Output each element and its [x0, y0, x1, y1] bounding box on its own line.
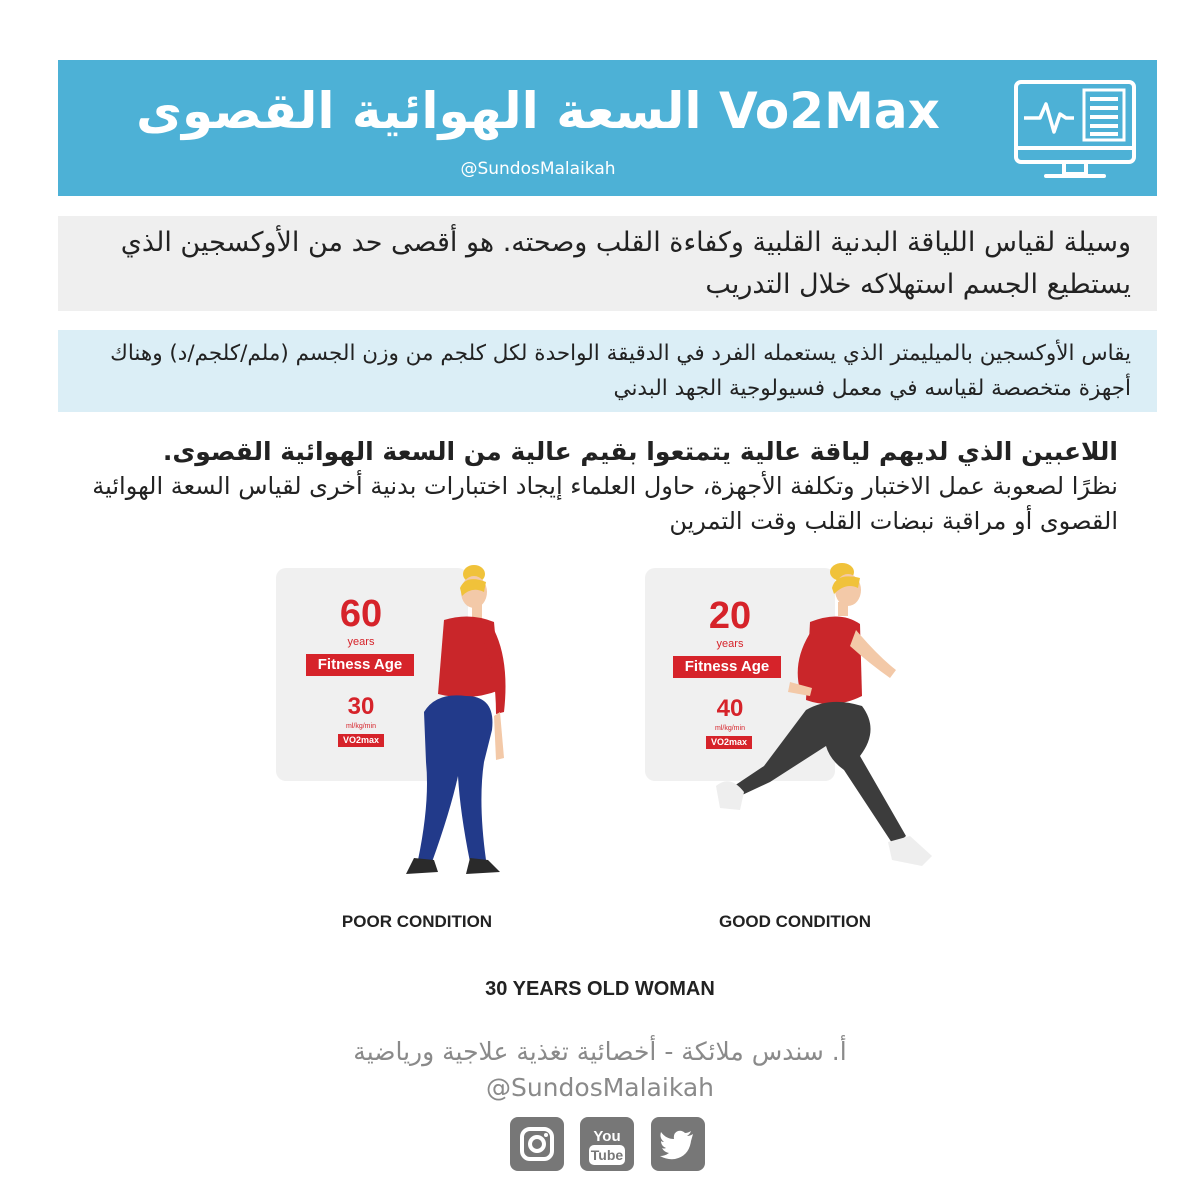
good-years-label: years: [716, 638, 744, 650]
youtube-icon[interactable]: [580, 1117, 634, 1171]
monitor-heartbeat-icon: [1010, 74, 1140, 186]
poor-condition-caption: POOR CONDITION: [341, 912, 493, 931]
poor-vo2-value: 30: [347, 693, 375, 720]
header-handle: @SundosMalaikah: [460, 159, 616, 179]
youtube-label-top: You: [593, 1128, 621, 1145]
poor-fitness-age-label: Fitness Age: [306, 654, 414, 676]
paragraph-lead: اللاعبين الذي لديهم لياقة عالية يتمتعوا بقيم عالية من السعة الهوائية القصوى.: [162, 437, 1118, 466]
poor-fitness-age: 60: [339, 593, 383, 635]
paragraph-body: نظرًا لصعوبة عمل الاختبار وتكلفة الأجهزة، حاول العلماء إيجاد اختبارات بدنية أخرى لقياس السعة الهوائية القصوى أو مراقبة نبضات القلب وقت التمرين: [92, 472, 1118, 535]
page-title: السعة الهوائية القصوى Vo2Max: [136, 82, 940, 140]
youtube-label-bottom: Tube: [590, 1147, 624, 1163]
header-banner: [58, 60, 1157, 196]
woman-standing-illustration: [400, 562, 540, 882]
instagram-icon[interactable]: [510, 1117, 564, 1171]
good-vo2-unit: ml/kg/min: [715, 725, 745, 732]
definition-box: وسيلة لقياس اللياقة البدنية القلبية وكفاءة القلب وصحته. هو أقصى حد من الأوكسجين الذي يستطيع الجسم استهلاكه خلال التدريب: [58, 216, 1157, 311]
poor-years-label: years: [347, 636, 375, 648]
explanation-paragraph: [40, 434, 1118, 539]
author-credit: أ. سندس ملائكة - أخصائية تغذية علاجية ورياضية: [353, 1037, 847, 1066]
good-vo2-label: VO2max: [706, 736, 752, 749]
poor-vo2-label: VO2max: [338, 734, 384, 747]
good-condition-caption: GOOD CONDITION: [718, 912, 872, 931]
twitter-icon[interactable]: [651, 1117, 705, 1171]
measurement-box: يقاس الأوكسجين بالميليمتر الذي يستعمله الفرد في الدقيقة الواحدة لكل كلجم من وزن الجسم (ملم/كلجم/د) وهناك أجهزة متخصصة لقياسه في معمل فسيولوجية الجهد البدني: [58, 330, 1157, 412]
poor-vo2-unit: ml/kg/min: [346, 723, 376, 730]
subject-caption: 30 YEARS OLD WOMAN: [485, 978, 715, 1000]
woman-running-illustration: [710, 560, 950, 880]
good-vo2-value: 40: [716, 695, 744, 722]
good-fitness-age-label: Fitness Age: [673, 656, 781, 678]
footer-handle: @SundosMalaikah: [485, 1073, 715, 1102]
good-fitness-age: 20: [708, 595, 752, 637]
